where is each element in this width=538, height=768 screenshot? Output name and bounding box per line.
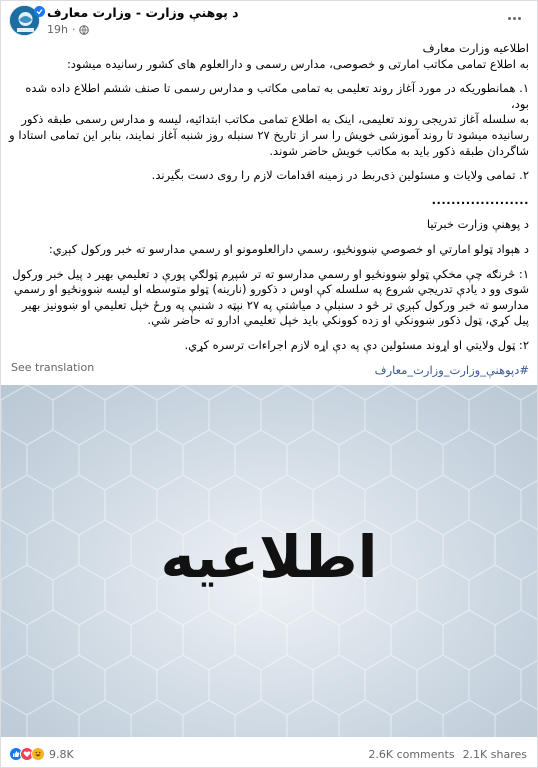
post-paragraph: به سلسله آغاز تدریجی روند تعلیمی، اینک به اطلاع تمامی مکاتب ابتدائیه، لیسه و مدارس رسمی طبقه ذکور رسانیده میشود تا روند آموزشی خویش را سر از تاریخ ۲۷ سنبله روز شنبه آغاز نمایند، بنابر این تمامی استادا و شاگردان طبقه ذکور باید به مکاتب خویش حاضر شوند. bbox=[9, 112, 529, 158]
image-title: اطلاعیه bbox=[160, 523, 378, 591]
page-name[interactable]: د پوهنې وزارت - وزارت معارف bbox=[47, 5, 239, 20]
post-time[interactable]: 19h bbox=[47, 23, 68, 36]
engagement-stats bbox=[368, 748, 527, 761]
verified-badge-icon bbox=[34, 6, 45, 17]
haha-reaction-icon bbox=[31, 747, 45, 761]
post-footer bbox=[1, 738, 537, 768]
more-options-button[interactable] bbox=[503, 9, 525, 27]
dot-icon bbox=[508, 17, 511, 20]
dot-icon bbox=[518, 17, 521, 20]
shares-count[interactable]: 2.1K shares bbox=[462, 748, 527, 761]
see-translation-link[interactable]: See translation bbox=[11, 361, 95, 374]
post-paragraph: ۱. همانطوریکه در مورد آغاز روند تعلیمی به تمامی مکاتب و مدارس رسمی تا صنف ششم اطلاع داده شده بود، bbox=[25, 81, 529, 111]
post-image[interactable] bbox=[1, 385, 537, 737]
post-paragraph: به اطلاع تمامی مکاتب امارتی و خصوصی، مدارس رسمی و دارالعلوم های کشور رسانیده میشود: bbox=[66, 56, 529, 71]
globe-icon bbox=[79, 25, 89, 35]
separator-dots: .................... bbox=[431, 192, 529, 207]
hashtag-link[interactable]: #دپوهنې_وزارت_وزارت_معارف bbox=[374, 362, 529, 377]
post-paragraph: ۲: ټول ولایتي او اړوند مسئولین دې په دې اړه لازم اجراءات ترسره کړي. bbox=[184, 337, 529, 352]
post-text bbox=[7, 41, 529, 378]
post-header bbox=[1, 1, 537, 41]
dot-separator: · bbox=[71, 23, 76, 36]
comments-count[interactable]: 2.6K comments bbox=[368, 748, 455, 761]
post-paragraph: د پوهنې وزارت خبرتیا bbox=[426, 217, 529, 232]
post-paragraph: ۲. تمامی ولایات و مسئولین ذی‌ربط در زمینه اقدامات لازم را روی دست بگیرند. bbox=[151, 168, 529, 183]
reactions-summary[interactable] bbox=[9, 747, 74, 761]
post-paragraph: د هېواد ټولو امارتي او خصوصي ښوونځیو، رسمي دارالعلومونو او رسمي مدارسو ته خبر ورکول کېږي: bbox=[48, 241, 529, 256]
post-paragraph: ۱: څرنګه چې مخکې ټولو ښوونځیو او رسمي مدارسو ته تر شپږم ټولګي پورې د تعلیمي بهیر د پیل خبر ورکول شوی وو د یادې تدریجي شروع په سلسله کې اوس د ذکورو (نارینه) ټولو متوسطه او لیسه ښوونځیو او رسمي مدارسو ته خبر ورکول کېږي تر څو د سنبلې د میاشتې په ۲۷ نېټه د شنبې په ورځ خپل تعلیمي او ښوونیز بهیر پیل کړي، ټول ذکور ښوونکي او زده کوونکي باید خپل تعلیمي ادارو ته حاضر شي. bbox=[12, 266, 529, 328]
dot-icon bbox=[513, 17, 516, 20]
reaction-count: 9.8K bbox=[49, 747, 74, 761]
post-paragraph: اطلاعیه وزارت معارف bbox=[422, 41, 529, 55]
post-meta bbox=[47, 23, 89, 36]
